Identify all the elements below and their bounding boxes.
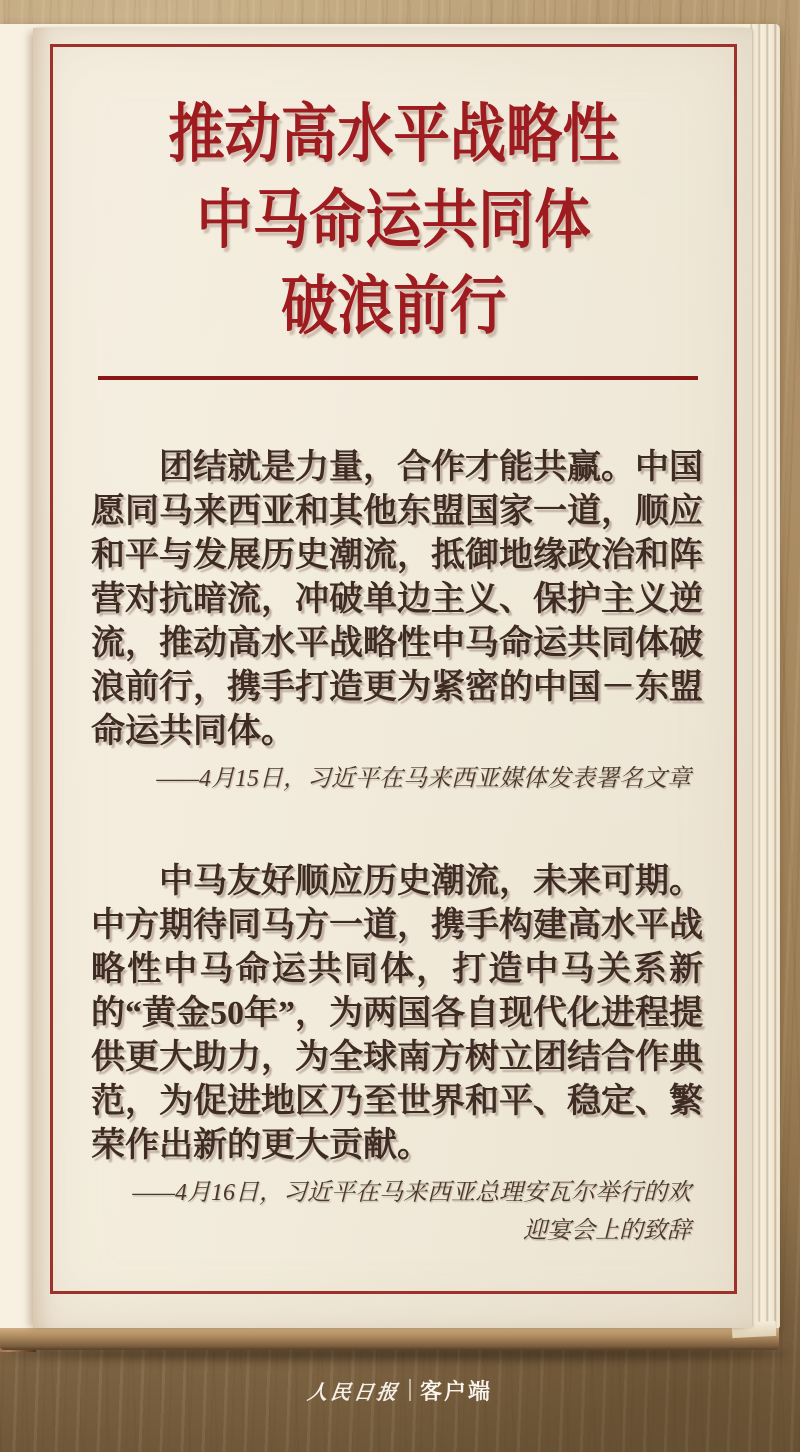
- title-line-3: 破浪前行: [280, 271, 507, 342]
- brand-footer: [0, 1374, 800, 1406]
- brand-client-label: 客户端: [419, 1378, 492, 1404]
- page-stack-edge-lines: [750, 24, 780, 1330]
- quote-attribution-2: ——4月16日，习近平在马来西亚总理安瓦尔举行的欢迎宴会上的致辞: [132, 1180, 691, 1244]
- book-bottom-edge: [0, 1328, 779, 1350]
- logo-separator-bar: [409, 1379, 411, 1401]
- quote-paragraph-1: 团结就是力量，合作才能共赢。中国愿同马来西亚和其他东盟国家一道，顺应和平与发展历史潮流，抵御地缘政治和阵营对抗暗流，冲破单边主义、保护主义逆流，推动高水平战略性中马命运共同体破浪前行，携手打造更为紧密的中国－东盟命运共同体。: [91, 449, 703, 750]
- red-border-frame: [50, 44, 737, 1294]
- page-title: [53, 92, 734, 350]
- peoples-daily-calligraphy-logo: 人民日报: [306, 1379, 402, 1404]
- quote-attribution-1: ——4月15日，习近平在马来西亚媒体发表署名文章: [156, 766, 691, 792]
- title-line-2: 中马命运共同体: [196, 185, 591, 256]
- title-line-1: 推动高水平战略性: [168, 99, 619, 170]
- book-page: [33, 28, 752, 1328]
- title-divider-rule: [98, 376, 698, 380]
- quote-paragraph-2: 中马友好顺应历史潮流，未来可期。中方期待同马方一道，携手构建高水平战略性中马命运共同体，打造中马关系新的“黄金50年”，为两国各自现代化进程提供更大助力，为全球南方树立团结合作典范，为促进地区乃至世界和平、稳定、繁荣作出新的更大贡献。: [91, 863, 703, 1164]
